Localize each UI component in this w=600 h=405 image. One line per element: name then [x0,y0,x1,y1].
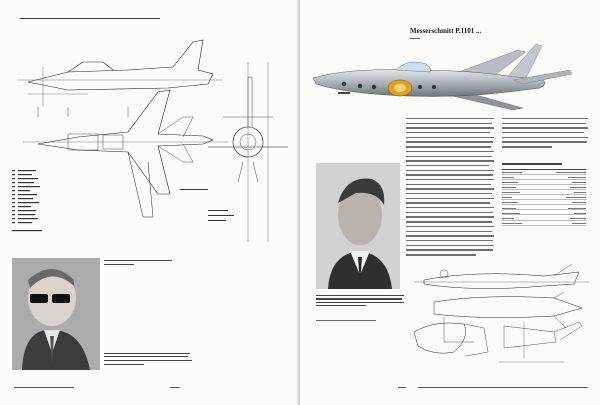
portrait-photo-right [316,163,400,289]
right-running-footer [418,387,588,388]
spec-table [502,163,586,226]
caption-bottom-left [104,350,194,367]
portrait-photo-left [12,258,100,370]
right-page [300,0,600,405]
aircraft-illustration [308,40,593,125]
left-folio-number-mark [170,387,180,388]
article-subtitle-mark [410,38,420,39]
text-column-1-continued [406,226,494,259]
top-rule [20,18,160,19]
caption-right-photo-credit [316,318,386,323]
caption-right-photo [316,293,406,308]
caption-top-left [104,258,174,268]
right-folio-number-mark [398,387,406,388]
text-column-2 [502,118,588,151]
three-view-drawing [8,22,293,267]
technical-sketches [404,262,594,374]
left-folio-line [14,387,74,388]
article-title: Messerschmitt P.1101 ... [410,27,482,35]
